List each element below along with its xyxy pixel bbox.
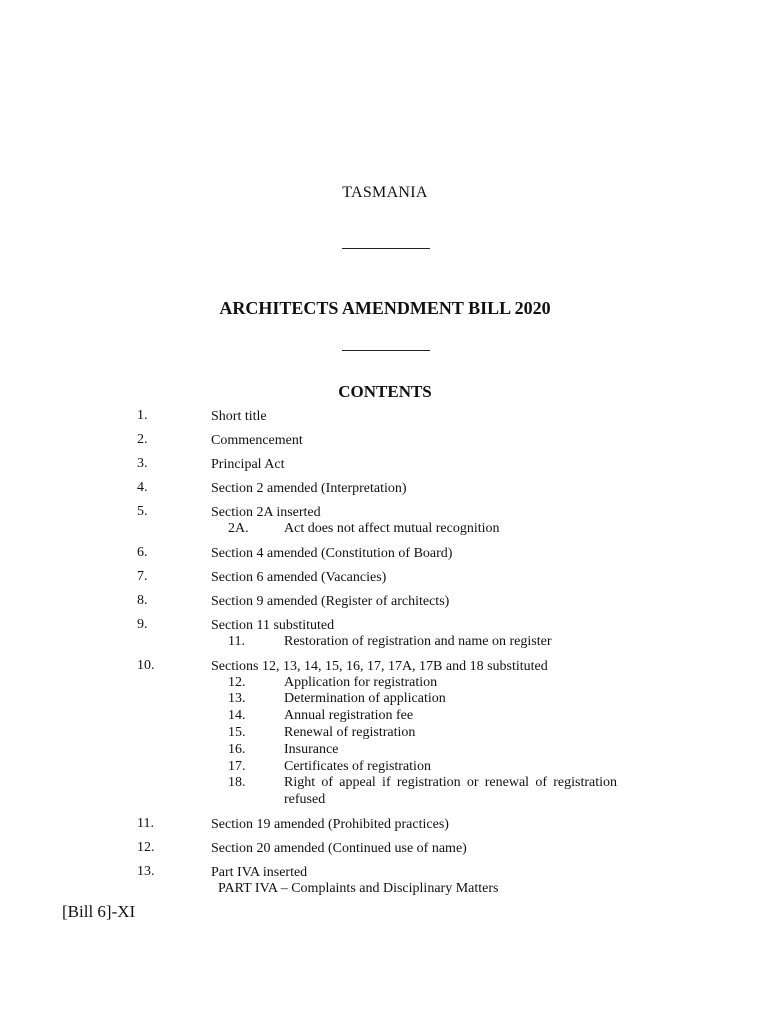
toc-entry-text: Section 2 amended (Interpretation)	[211, 481, 407, 496]
toc-entry	[0, 840, 770, 857]
toc-sub-number: 11.	[228, 633, 245, 649]
toc-sub-entry	[228, 759, 770, 776]
toc-entry-number: 5.	[137, 504, 148, 519]
toc-sub-entry	[228, 675, 770, 692]
separator-rule	[342, 350, 430, 351]
toc-entry	[0, 456, 770, 473]
toc-entry-number: 4.	[137, 480, 148, 495]
toc-entry-number: 12.	[137, 839, 155, 855]
toc-entry-text: Section 2A inserted	[211, 505, 321, 520]
bill-title: ARCHITECTS AMENDMENT BILL 2020	[219, 298, 551, 318]
toc-entry-text: Sections 12, 13, 14, 15, 16, 17, 17A, 17B and 18 substituted	[211, 658, 548, 674]
toc-sub-number: 13.	[228, 691, 246, 707]
toc-sub-number: 14.	[228, 708, 246, 724]
toc-entry-number: 8.	[137, 592, 148, 608]
toc-entry	[0, 593, 770, 610]
toc-entry-text: Principal Act	[211, 457, 285, 472]
toc-sub-text: Right of appeal if registration or renewal of registration refused	[284, 775, 617, 808]
toc-entry	[0, 816, 770, 833]
table-of-contents	[0, 408, 770, 905]
toc-entry	[0, 864, 770, 898]
toc-sub-number: 12.	[228, 674, 246, 690]
toc-entry-number: 13.	[137, 863, 155, 879]
toc-entry-number: 3.	[137, 456, 148, 471]
toc-entry-text: Short title	[211, 409, 267, 424]
toc-entry	[0, 545, 770, 562]
toc-entry	[0, 408, 770, 425]
toc-sub-number: 15.	[228, 724, 246, 740]
bill-reference: [Bill 6]-XI	[62, 902, 136, 921]
toc-entry-text: Section 20 amended (Continued use of name)	[211, 840, 467, 856]
toc-entry-number: 6.	[137, 544, 148, 560]
toc-entry-text: Section 6 amended (Vacancies)	[211, 569, 387, 585]
toc-sub-text: Application for registration	[284, 674, 438, 690]
toc-entry-number: 1.	[137, 408, 148, 423]
toc-entry-number: 2.	[137, 432, 148, 447]
toc-sub-number: 2A.	[228, 521, 249, 536]
toc-sub-number: 18.	[228, 775, 246, 791]
toc-sub-entry	[228, 742, 770, 759]
toc-entry-text: Section 19 amended (Prohibited practices)	[211, 816, 449, 832]
toc-sub-entry	[228, 775, 770, 809]
toc-sub-entry	[228, 634, 770, 651]
toc-part-heading: PART IVA – Complaints and Disciplinary Matters	[218, 880, 499, 896]
toc-sub-entry	[228, 708, 770, 725]
toc-sub-entry	[228, 521, 770, 538]
toc-entry-number: 9.	[137, 616, 148, 632]
toc-sub-number: 17.	[228, 758, 246, 774]
toc-entry	[0, 480, 770, 497]
toc-entry	[0, 569, 770, 586]
contents-heading: CONTENTS	[338, 382, 432, 401]
toc-entry	[0, 658, 770, 809]
toc-entry-text: Section 9 amended (Register of architects)	[211, 593, 450, 609]
toc-entry-text: Section 11 substituted	[211, 617, 335, 633]
toc-entry	[0, 504, 770, 538]
toc-entry-text: Section 4 amended (Constitution of Board)	[211, 545, 453, 561]
toc-sub-text: Certificates of registration	[284, 758, 431, 774]
toc-sub-text: Determination of application	[284, 691, 446, 707]
toc-entry-number: 7.	[137, 568, 148, 584]
toc-entry-text: Part IVA inserted	[211, 864, 308, 880]
toc-sub-text: Renewal of registration	[284, 724, 416, 740]
jurisdiction-heading: TASMANIA	[342, 184, 428, 201]
toc-sub-entry	[228, 725, 770, 742]
toc-entry-number: 10.	[137, 657, 155, 673]
toc-sub-text: Annual registration fee	[284, 708, 414, 724]
toc-entry	[0, 432, 770, 449]
toc-sub-text: Insurance	[284, 741, 339, 757]
toc-entry	[0, 617, 770, 651]
toc-sub-text: Restoration of registration and name on register	[284, 633, 552, 649]
toc-sub-text: Act does not affect mutual recognition	[284, 521, 500, 536]
toc-entry-number: 11.	[137, 815, 154, 831]
toc-sub-number: 16.	[228, 741, 246, 757]
toc-entry-text: Commencement	[211, 433, 303, 448]
toc-sub-entry	[228, 691, 770, 708]
separator-rule	[342, 248, 430, 249]
